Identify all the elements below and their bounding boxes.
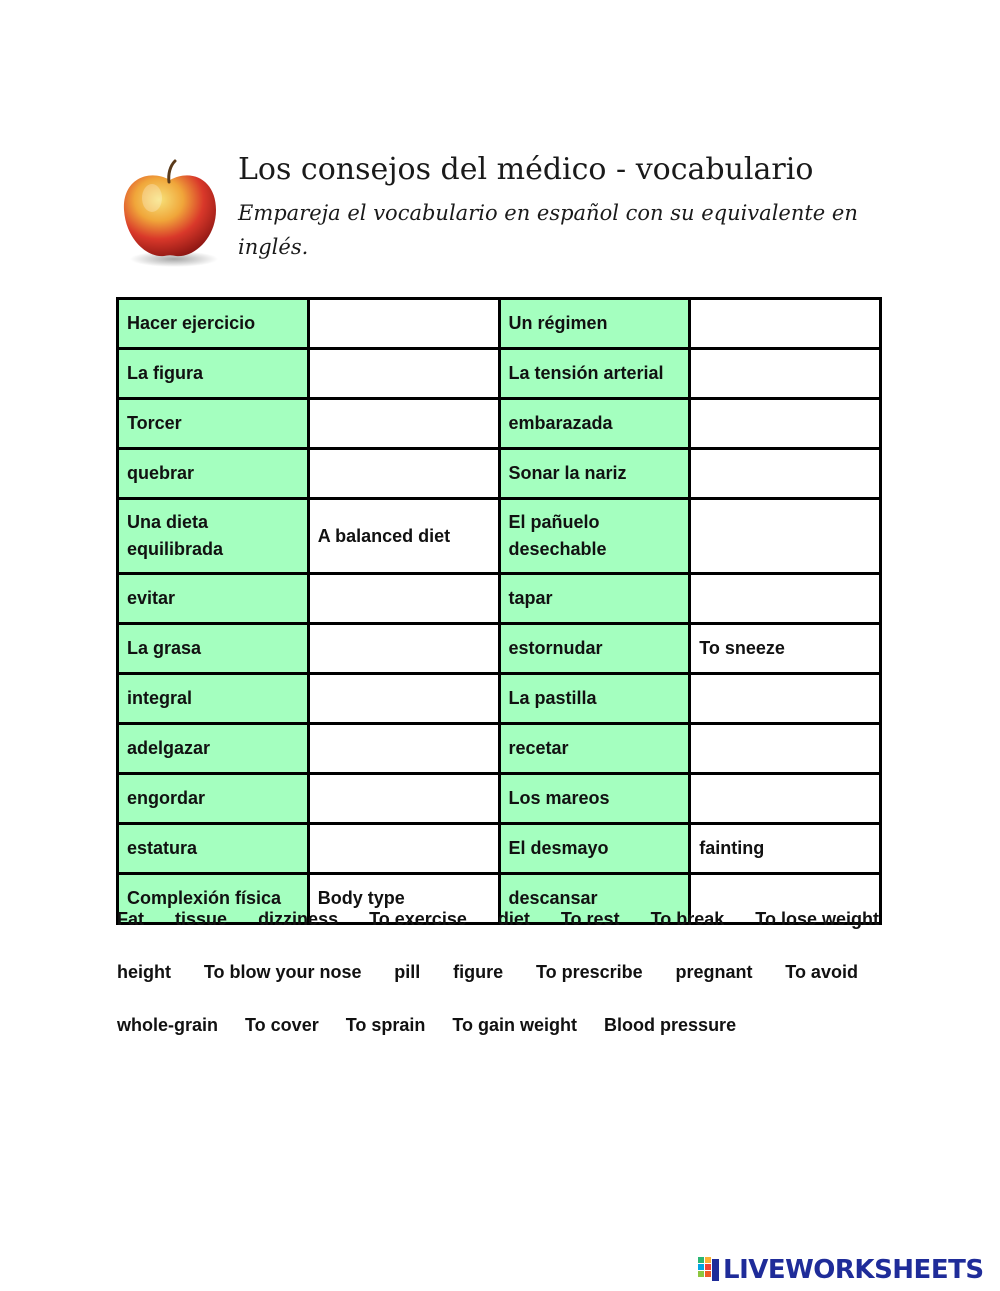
- spanish-term-cell: recetar: [499, 724, 690, 774]
- word-bank-item[interactable]: pregnant: [675, 962, 753, 982]
- worksheet-title: Los consejos del médico - vocabulario: [238, 152, 814, 187]
- word-bank-item[interactable]: To blow your nose: [203, 962, 362, 982]
- word-bank-item[interactable]: To cover: [245, 1015, 319, 1035]
- spanish-term-cell: estornudar: [499, 624, 690, 674]
- english-answer-cell[interactable]: [690, 499, 881, 574]
- spanish-term-cell: Hacer ejercicio: [118, 299, 309, 349]
- word-bank-item[interactable]: To avoid: [785, 962, 858, 982]
- english-answer-cell[interactable]: [308, 774, 499, 824]
- table-row: [118, 824, 881, 874]
- english-answer-cell[interactable]: fainting: [690, 824, 881, 874]
- vocabulary-table: [116, 297, 882, 925]
- english-answer-cell[interactable]: [308, 824, 499, 874]
- table-row: [118, 449, 881, 499]
- spanish-term-cell: La grasa: [118, 624, 309, 674]
- spanish-term-cell: descansar: [499, 874, 690, 924]
- word-bank-item[interactable]: diet: [497, 909, 530, 929]
- english-answer-cell[interactable]: [690, 449, 881, 499]
- table-row: [118, 624, 881, 674]
- table-row: [118, 399, 881, 449]
- apple-icon: [118, 158, 222, 270]
- english-answer-cell[interactable]: [690, 349, 881, 399]
- table-row: [118, 499, 881, 574]
- word-bank-item[interactable]: To exercise: [369, 909, 467, 929]
- word-bank-item[interactable]: Fat: [117, 909, 144, 929]
- table-row: [118, 674, 881, 724]
- spanish-term-cell: La tensión arterial: [499, 349, 690, 399]
- spanish-term-cell: integral: [118, 674, 309, 724]
- word-bank-item[interactable]: whole-grain: [117, 1015, 219, 1035]
- english-answer-cell[interactable]: [690, 674, 881, 724]
- spanish-term-cell: La pastilla: [499, 674, 690, 724]
- worksheet-instructions: Empareja el vocabulario en español con su equivalente en inglés.: [238, 201, 858, 259]
- spanish-term-cell: Torcer: [118, 399, 309, 449]
- table-row: [118, 574, 881, 624]
- spanish-term-cell: embarazada: [499, 399, 690, 449]
- english-answer-cell[interactable]: [308, 574, 499, 624]
- word-bank-item[interactable]: figure: [453, 962, 504, 982]
- english-answer-cell[interactable]: [308, 399, 499, 449]
- english-answer-cell[interactable]: [308, 624, 499, 674]
- word-bank-item[interactable]: pill: [394, 962, 421, 982]
- spanish-term-cell: Complexión física: [118, 874, 309, 924]
- liveworksheets-logo[interactable]: [698, 1254, 984, 1286]
- english-answer-cell[interactable]: [308, 299, 499, 349]
- spanish-term-cell: evitar: [118, 574, 309, 624]
- spanish-term-cell: engordar: [118, 774, 309, 824]
- word-bank-item[interactable]: To break: [650, 909, 725, 929]
- word-bank-item[interactable]: tissue: [175, 909, 228, 929]
- spanish-term-cell: El desmayo: [499, 824, 690, 874]
- word-bank-row: [117, 946, 858, 999]
- spanish-term-cell: Un régimen: [499, 299, 690, 349]
- english-answer-cell[interactable]: Body type: [308, 874, 499, 924]
- spanish-term-cell: Sonar la nariz: [499, 449, 690, 499]
- word-bank-item[interactable]: Blood pressure: [604, 1015, 737, 1035]
- english-answer-cell[interactable]: To sneeze: [690, 624, 881, 674]
- spanish-term-cell: El pañuelo desechable: [499, 499, 690, 574]
- word-bank-item[interactable]: To lose weight: [755, 909, 879, 929]
- english-answer-cell[interactable]: [690, 724, 881, 774]
- table-row: [118, 774, 881, 824]
- liveworksheets-logo-text: LIVEWORKSHEETS: [723, 1255, 984, 1285]
- spanish-term-cell: Los mareos: [499, 774, 690, 824]
- liveworksheets-logo-icon: [698, 1257, 720, 1283]
- word-bank: [117, 893, 887, 1052]
- english-answer-cell[interactable]: [308, 349, 499, 399]
- word-bank-item[interactable]: dizziness: [258, 909, 339, 929]
- word-bank-item[interactable]: height: [117, 962, 171, 982]
- word-bank-row: [117, 893, 879, 946]
- table-row: [118, 349, 881, 399]
- english-answer-cell[interactable]: A balanced diet: [308, 499, 499, 574]
- spanish-term-cell: Una dieta equilibrada: [118, 499, 309, 574]
- english-answer-cell[interactable]: [690, 299, 881, 349]
- word-bank-item[interactable]: To sprain: [345, 1015, 426, 1035]
- spanish-term-cell: quebrar: [118, 449, 309, 499]
- english-answer-cell[interactable]: [308, 724, 499, 774]
- english-answer-cell[interactable]: [690, 574, 881, 624]
- word-bank-item[interactable]: To gain weight: [452, 1015, 578, 1035]
- spanish-term-cell: adelgazar: [118, 724, 309, 774]
- word-bank-item[interactable]: To prescribe: [535, 962, 643, 982]
- spanish-term-cell: La figura: [118, 349, 309, 399]
- english-answer-cell[interactable]: [308, 449, 499, 499]
- word-bank-item[interactable]: To rest: [560, 909, 620, 929]
- word-bank-row: [117, 999, 887, 1052]
- table-row: [118, 724, 881, 774]
- english-answer-cell[interactable]: [308, 674, 499, 724]
- spanish-term-cell: estatura: [118, 824, 309, 874]
- english-answer-cell[interactable]: [690, 399, 881, 449]
- english-answer-cell[interactable]: [690, 774, 881, 824]
- spanish-term-cell: tapar: [499, 574, 690, 624]
- table-row: [118, 299, 881, 349]
